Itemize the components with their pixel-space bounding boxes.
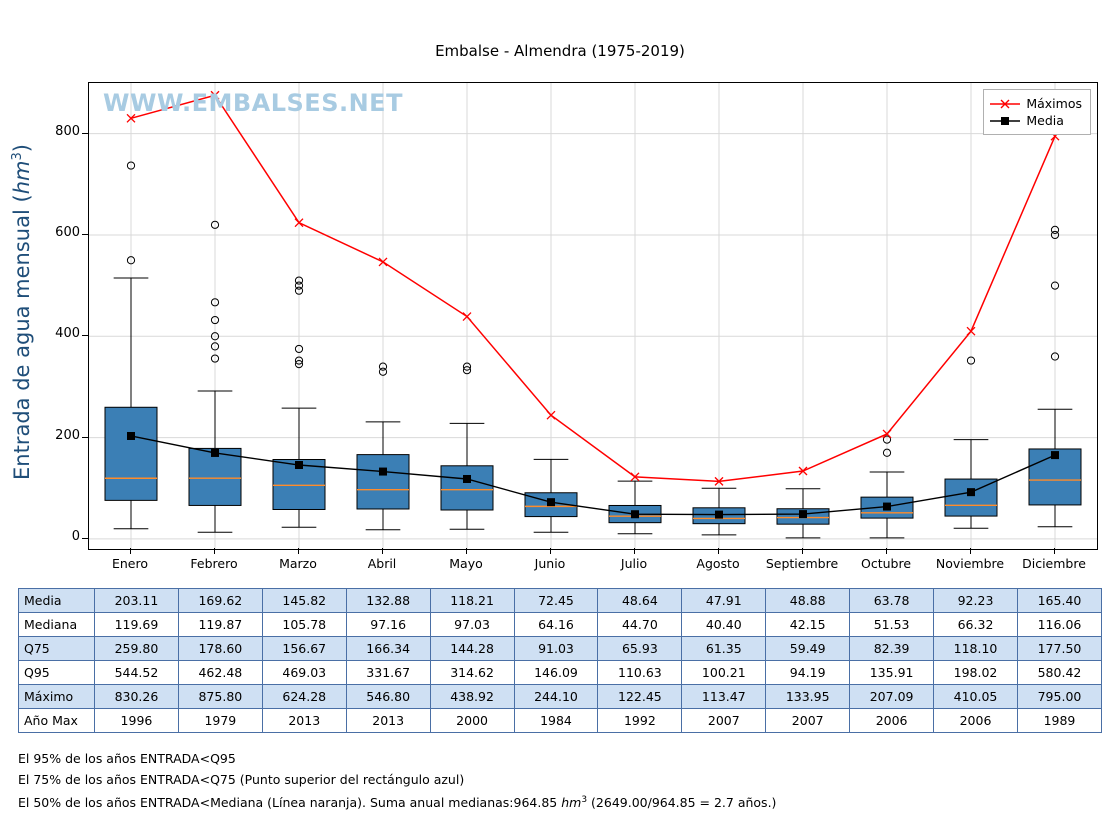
x-tick-label: Abril [367, 556, 397, 571]
table-cell: 624.28 [262, 685, 346, 709]
table-cell: 48.64 [598, 589, 682, 613]
x-tick-label: Diciembre [1022, 556, 1086, 571]
y-tick-label: 0 [71, 528, 80, 544]
x-tick-mark [718, 548, 719, 554]
table-row [19, 613, 1102, 637]
table-cell: 198.02 [934, 661, 1018, 685]
y-tick-label: 400 [55, 326, 80, 342]
series-marker-media [883, 503, 891, 511]
table-cell: 438.92 [430, 685, 514, 709]
table-cell: 119.69 [95, 613, 179, 637]
table-cell: 51.53 [850, 613, 934, 637]
x-tick-mark [214, 548, 215, 554]
footnote-unit: hm [561, 795, 582, 811]
y-tick-label: 600 [55, 224, 80, 240]
table-cell: 61.35 [682, 637, 766, 661]
boxplot-svg [89, 83, 1097, 549]
table-cell: 97.03 [430, 613, 514, 637]
x-tick-mark [466, 548, 467, 554]
x-tick-label: Junio [534, 556, 566, 571]
x-tick-mark [298, 548, 299, 554]
table-cell: 145.82 [262, 589, 346, 613]
series-marker-media [463, 475, 471, 483]
table-cell: 314.62 [430, 661, 514, 685]
table-cell: 1984 [514, 709, 598, 733]
table-cell: 2007 [682, 709, 766, 733]
table-cell: 135.91 [850, 661, 934, 685]
table-cell: 244.10 [514, 685, 598, 709]
chart-title: Embalse - Almendra (1975-2019) [435, 42, 685, 60]
table-cell: 331.67 [346, 661, 430, 685]
legend-item-media [990, 112, 1082, 129]
table-cell: 875.80 [178, 685, 262, 709]
table-cell: 1979 [178, 709, 262, 733]
table-row-header: Q95 [19, 661, 95, 685]
table-cell: 59.49 [766, 637, 850, 661]
table-cell: 116.06 [1017, 613, 1101, 637]
table-cell: 113.47 [682, 685, 766, 709]
series-line-media [131, 436, 1055, 515]
table-cell: 40.40 [682, 613, 766, 637]
table-cell: 97.16 [346, 613, 430, 637]
table-cell: 133.95 [766, 685, 850, 709]
x-tick-mark [970, 548, 971, 554]
y-axis-unit-exponent: 3 [10, 152, 25, 161]
table-cell: 118.21 [430, 589, 514, 613]
table-cell: 2000 [430, 709, 514, 733]
footnote-mediana-tail: (2649.00/964.85 = 2.7 años.) [587, 795, 777, 811]
table-row [19, 685, 1102, 709]
table-cell: 203.11 [95, 589, 179, 613]
table-cell: 64.16 [514, 613, 598, 637]
table-cell: 110.63 [598, 661, 682, 685]
table-cell: 2013 [262, 709, 346, 733]
table-cell: 1989 [1017, 709, 1101, 733]
x-tick-mark [550, 548, 551, 554]
table-cell: 44.70 [598, 613, 682, 637]
table-cell: 42.15 [766, 613, 850, 637]
table-row [19, 589, 1102, 613]
legend-label-maximos: Máximos [1026, 96, 1082, 111]
y-tick-label: 800 [55, 123, 80, 139]
table-row-header: Máximo [19, 685, 95, 709]
legend-maximos-marker-icon [990, 98, 1020, 110]
series-marker-media [715, 511, 723, 519]
table-cell: 2013 [346, 709, 430, 733]
table-cell: 259.80 [95, 637, 179, 661]
x-tick-mark [130, 548, 131, 554]
table-cell: 462.48 [178, 661, 262, 685]
table-cell: 546.80 [346, 685, 430, 709]
series-marker-media [379, 468, 387, 476]
table-cell: 48.88 [766, 589, 850, 613]
table-cell: 63.78 [850, 589, 934, 613]
table-cell: 47.91 [682, 589, 766, 613]
table-cell: 544.52 [95, 661, 179, 685]
footnote-unit-exponent: 3 [581, 795, 588, 805]
series-marker-media [1051, 451, 1059, 459]
x-tick-mark [802, 548, 803, 554]
series-line-maximos [131, 95, 1055, 481]
table-cell: 580.42 [1017, 661, 1101, 685]
table-cell: 469.03 [262, 661, 346, 685]
table-cell: 166.34 [346, 637, 430, 661]
legend-item-maximos [990, 95, 1082, 112]
x-tick-label: Marzo [279, 556, 317, 571]
table-cell: 156.67 [262, 637, 346, 661]
table-cell: 118.10 [934, 637, 1018, 661]
series-marker-media [127, 432, 135, 440]
legend-media-marker-icon [990, 115, 1020, 127]
x-tick-label: Octubre [860, 556, 912, 571]
table-cell: 2007 [766, 709, 850, 733]
series-marker-media [295, 461, 303, 469]
table-cell: 2006 [850, 709, 934, 733]
table-cell: 1996 [95, 709, 179, 733]
x-tick-mark [886, 548, 887, 554]
table-cell: 146.09 [514, 661, 598, 685]
series-marker-media [967, 488, 975, 496]
y-tick-label: 200 [55, 427, 80, 443]
table-cell: 1992 [598, 709, 682, 733]
x-tick-label: Mayo [449, 556, 483, 571]
table-row-header: Año Max [19, 709, 95, 733]
series-marker-media [631, 510, 639, 518]
table-cell: 94.19 [766, 661, 850, 685]
y-axis-label-close: ) [10, 144, 34, 153]
table-cell: 105.78 [262, 613, 346, 637]
table-cell: 830.26 [95, 685, 179, 709]
table-cell: 165.40 [1017, 589, 1101, 613]
x-tick-label: Julio [620, 556, 648, 571]
x-tick-label: Noviembre [935, 556, 1005, 571]
y-axis-label [10, 72, 34, 552]
plot-area [88, 82, 1098, 550]
table-cell: 177.50 [1017, 637, 1101, 661]
table-cell: 119.87 [178, 613, 262, 637]
y-tick-mark [82, 335, 88, 336]
x-tick-label: Septiembre [765, 556, 839, 571]
y-axis-label-text: Entrada de agua mensual ( [10, 194, 34, 480]
table-cell: 144.28 [430, 637, 514, 661]
table-cell: 795.00 [1017, 685, 1101, 709]
table-cell: 66.32 [934, 613, 1018, 637]
table-cell: 207.09 [850, 685, 934, 709]
table-cell: 178.60 [178, 637, 262, 661]
table-cell: 2006 [934, 709, 1018, 733]
boxplot-box [609, 481, 661, 534]
legend-label-media: Media [1026, 113, 1064, 128]
footnote-mediana-text: El 50% de los años ENTRADA<Mediana (Línea naranja). Suma anual medianas:964.85 [18, 795, 562, 811]
x-tick-label: Agosto [696, 556, 740, 571]
table-cell: 410.05 [934, 685, 1018, 709]
table-cell: 122.45 [598, 685, 682, 709]
watermark: WWW.EMBALSES.NET [103, 89, 403, 117]
x-tick-label: Febrero [190, 556, 238, 571]
chart-legend [983, 89, 1091, 135]
table-cell: 169.62 [178, 589, 262, 613]
table-cell: 72.45 [514, 589, 598, 613]
x-tick-mark [634, 548, 635, 554]
table-cell: 91.03 [514, 637, 598, 661]
x-tick-mark [382, 548, 383, 554]
y-tick-mark [82, 133, 88, 134]
y-tick-mark [82, 437, 88, 438]
y-tick-mark [82, 234, 88, 235]
x-tick-label: Enero [111, 556, 149, 571]
x-tick-mark [1054, 548, 1055, 554]
series-marker-media [211, 449, 219, 457]
table-cell: 132.88 [346, 589, 430, 613]
table-row [19, 709, 1102, 733]
table-row [19, 637, 1102, 661]
table-cell: 92.23 [934, 589, 1018, 613]
series-marker-media [547, 498, 555, 506]
footnotes [18, 748, 776, 813]
table-row-header: Media [19, 589, 95, 613]
footnote-q75: El 75% de los años ENTRADA<Q75 (Punto superior del rectángulo azul) [18, 772, 465, 787]
series-marker-media [799, 510, 807, 518]
footnote-q95: El 95% de los años ENTRADA<Q95 [18, 751, 236, 766]
y-tick-mark [82, 538, 88, 539]
table-row-header: Q75 [19, 637, 95, 661]
table-cell: 82.39 [850, 637, 934, 661]
boxplot-box [525, 459, 577, 532]
y-axis-unit: hm [10, 160, 34, 195]
table-cell: 100.21 [682, 661, 766, 685]
table-row [19, 661, 1102, 685]
statistics-table [18, 588, 1102, 733]
table-row-header: Mediana [19, 613, 95, 637]
table-cell: 65.93 [598, 637, 682, 661]
